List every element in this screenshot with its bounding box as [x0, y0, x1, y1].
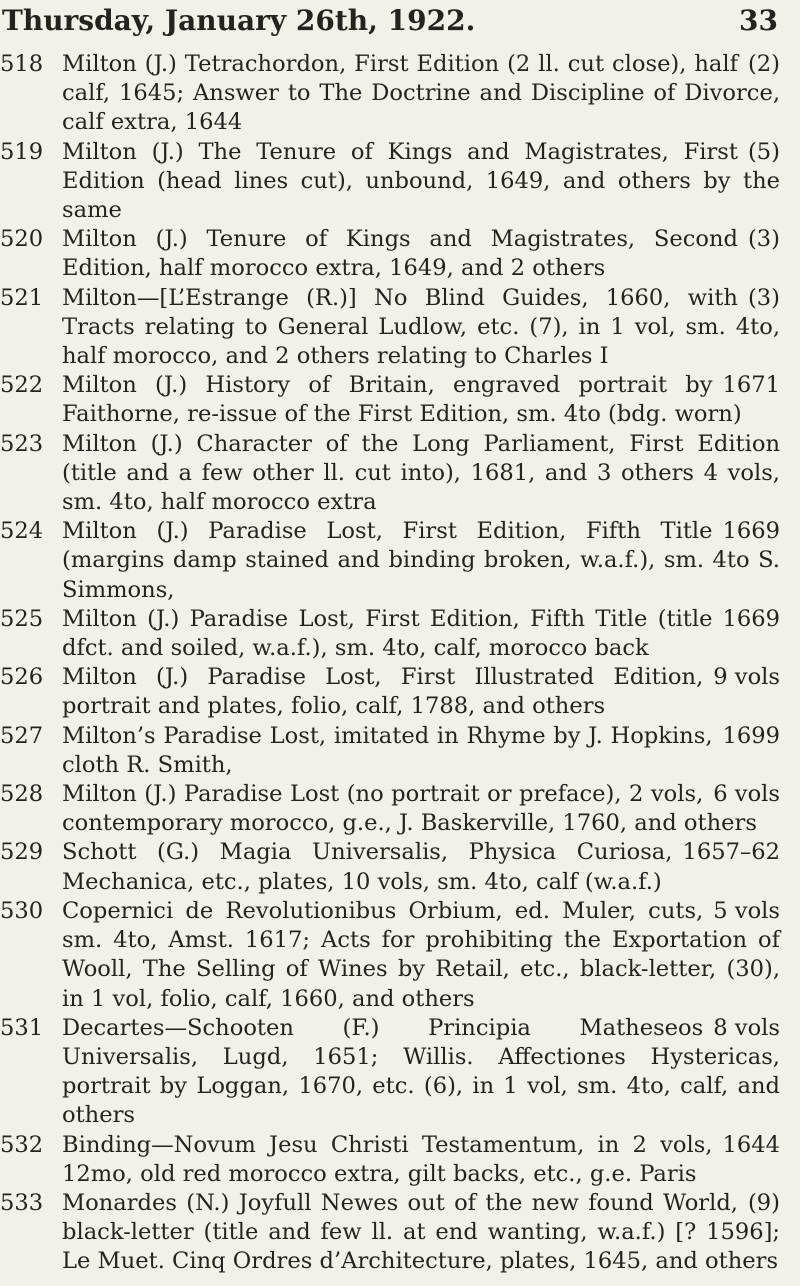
- lot-quantity: 1699: [722, 722, 780, 749]
- lot-text: Schott (G.) Magia Universalis, Physica Curiosa, Mechanica, etc., plates, 10 vols, sm. 4to, calf (w.a.f.): [62, 839, 673, 895]
- lot-number: 528: [0, 781, 44, 808]
- lot-quantity: (3): [747, 284, 780, 311]
- lot-description: [62, 663, 780, 721]
- lot-quantity: 1671: [722, 372, 780, 399]
- lot-text: Milton (J.) History of Britain, engraved portrait by Faithorne, re-issue of the First Edition, sm. 4to (bdg. worn): [62, 372, 742, 428]
- lot-entry: [0, 605, 780, 663]
- lot-description: [62, 722, 780, 780]
- lot-text: Milton (J.) Paradise Lost, First Illustrated Edition, portrait and plates, folio, calf, 1788, and others: [62, 664, 704, 720]
- lot-text: Milton (J.) The Tenure of Kings and Magistrates, First Edition (head lines cut), unbound, 1649, and others by the same: [62, 138, 780, 224]
- lot-quantity: 1657–62: [682, 839, 780, 866]
- lot-text: Milton (J.) Character of the Long Parliament, First Edition (title and a few other ll. cut into), 1681, and 3 others 4 vols, sm. 4to, half morocco extra: [62, 430, 780, 516]
- lot-number: 521: [0, 284, 44, 311]
- lot-quantity: (3): [747, 226, 780, 253]
- lot-entry: [0, 371, 780, 429]
- lot-entry: [0, 50, 780, 138]
- lot-entry: [0, 517, 780, 605]
- lot-entry: [0, 780, 780, 838]
- lot-quantity: (9): [747, 1189, 780, 1216]
- lot-number: 532: [0, 1131, 44, 1158]
- lot-text: Milton—[L’Estrange (R.)] No Blind Guides, 1660, with Tracts relating to General Ludlow, etc. (7), in 1 vol, sm. 4to, half morocco, and 2 others relating to Charles I: [62, 284, 780, 370]
- lot-number: 527: [0, 722, 44, 749]
- lot-text: Decartes—Schooten (F.) Principia Matheseos Universalis, Lugd, 1651; Willis. Affectiones Hystericas, portrait by Loggan, 1670, etc. (6), in 1 vol, sm. 4to, calf, and others: [62, 1014, 780, 1129]
- lot-quantity: 1644: [722, 1131, 780, 1158]
- lot-entry: [0, 722, 780, 780]
- lot-number: 529: [0, 839, 44, 866]
- lot-number: 518: [0, 51, 44, 77]
- lot-text: Binding—Novum Jesu Christi Testamentum, in 2 vols, 12mo, old red morocco extra, gilt backs, etc., g.e. Paris: [62, 1131, 713, 1187]
- lot-description: [62, 225, 780, 283]
- lot-description: [62, 284, 780, 372]
- page-number: 33: [739, 4, 778, 37]
- lot-number: 531: [0, 1014, 44, 1041]
- lot-text: Milton (J.) Tetrachordon, First Edition (2 ll. cut close), half calf, 1645; Answer to The Doctrine and Discipline of Divorce, calf extra, 1644: [62, 51, 780, 136]
- lot-description: [62, 838, 780, 896]
- lot-number: 526: [0, 664, 44, 691]
- lot-number: 533: [0, 1189, 44, 1216]
- lot-quantity: (2): [747, 51, 780, 77]
- lot-description: [62, 780, 780, 838]
- lot-description: [62, 1014, 780, 1131]
- lot-text: Milton’s Paradise Lost, imitated in Rhyme by J. Hopkins, cloth R. Smith,: [62, 722, 713, 778]
- page-header: [0, 4, 778, 44]
- lot-entry: [0, 225, 780, 283]
- lot-description: [62, 371, 780, 429]
- lot-number: 523: [0, 430, 44, 457]
- lot-quantity: 1669: [722, 605, 780, 632]
- lot-quantity: 9 vols: [713, 664, 780, 691]
- sale-date: Thursday, January 26th, 1922.: [2, 4, 476, 37]
- lot-entry: [0, 138, 780, 226]
- lot-number: 522: [0, 372, 44, 399]
- lot-text: Milton (J.) Paradise Lost, First Edition, Fifth Title (margins damp stained and binding broken, w.a.f.), sm. 4to S. Simmons,: [62, 518, 780, 603]
- lot-entry: [0, 1189, 780, 1277]
- lot-text: Copernici de Revolutionibus Orbium, ed. Muler, cuts, sm. 4to, Amst. 1617; Acts for prohibiting the Exportation of Wooll, The Selling of Wines by Retail, etc., black-letter, (30), in 1 vol, folio, calf, 1660, and others: [62, 897, 780, 1012]
- lot-quantity: 1669: [722, 518, 780, 545]
- lot-description: [62, 1189, 780, 1277]
- lot-number: 525: [0, 605, 44, 632]
- lot-entry: [0, 430, 780, 518]
- lot-quantity: (5): [747, 138, 780, 165]
- lot-entry: [0, 838, 780, 896]
- lot-text: Milton (J.) Tenure of Kings and Magistrates, Second Edition, half morocco extra, 1649, and 2 others: [62, 226, 738, 282]
- lot-quantity: 8 vols: [713, 1014, 780, 1041]
- lot-entry: [0, 663, 780, 721]
- lot-entry: [0, 284, 780, 372]
- lot-description: [62, 897, 780, 1014]
- lot-list: [0, 50, 780, 1277]
- lot-description: [62, 517, 780, 605]
- lot-text: Milton (J.) Paradise Lost, First Edition, Fifth Title (title dfct. and soiled, w.a.f.), sm. 4to, calf, morocco back: [62, 605, 713, 662]
- lot-description: [62, 1131, 780, 1189]
- lot-number: 520: [0, 226, 44, 253]
- lot-entry: [0, 1014, 780, 1131]
- lot-description: [62, 50, 780, 138]
- lot-number: 530: [0, 897, 44, 924]
- lot-entry: [0, 1131, 780, 1189]
- lot-text: Monardes (N.) Joyfull Newes out of the new found World, black-letter (title and few ll. at end wanting, w.a.f.) [? 1596]; Le Muet. Cinq Ordres d’Architecture, plates, 1645, and others: [62, 1189, 780, 1275]
- lot-entry: [0, 897, 780, 1014]
- lot-number: 524: [0, 518, 44, 545]
- lot-number: 519: [0, 138, 44, 165]
- lot-quantity: 5 vols: [713, 897, 780, 924]
- lot-description: [62, 605, 780, 663]
- lot-quantity: 6 vols: [713, 781, 780, 808]
- lot-description: [62, 430, 780, 518]
- lot-description: [62, 138, 780, 226]
- lot-text: Milton (J.) Paradise Lost (no portrait or preface), 2 vols, contemporary morocco, g.e., J. Baskerville, 1760, and others: [62, 781, 757, 837]
